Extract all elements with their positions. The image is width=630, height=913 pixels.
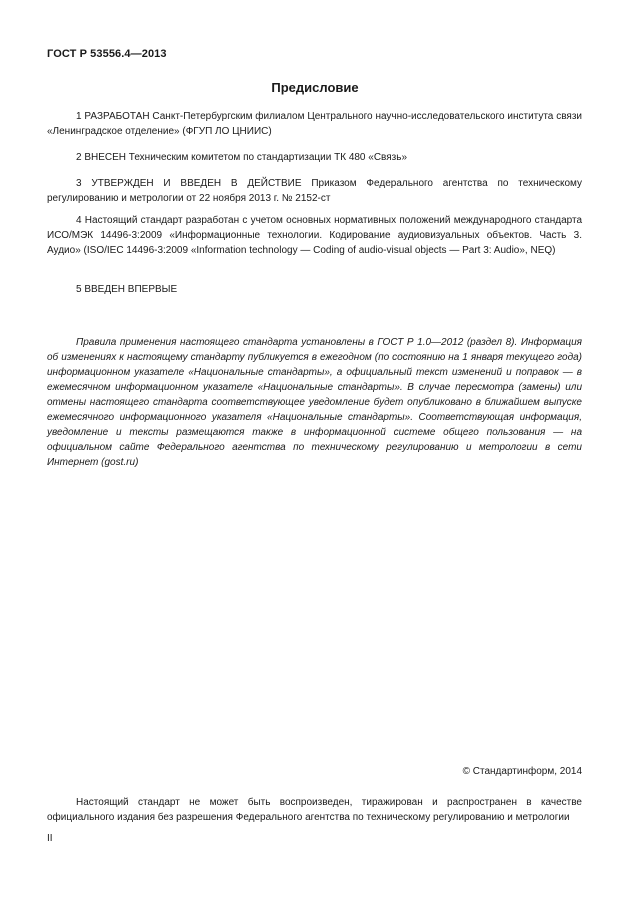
- page-title: Предисловие: [271, 80, 359, 95]
- standard-code-header: ГОСТ Р 53556.4—2013: [47, 48, 167, 60]
- copyright-line: © Стандартинформ, 2014: [462, 766, 582, 777]
- preface-item-basis: 4 Настоящий стандарт разработан с учетом основных нормативных положений международного стандарта ИСО/МЭК 14496-3:2009 «Информационные технологии. Кодирование аудиовизуальных объектов. Часть 3. Аудио» (ISO/IEC 14496-3:2009 «Information technology — Coding of audio-visual objects — Part 3: Audio», NEQ): [47, 215, 582, 256]
- preface-item-approved: 3 УТВЕРЖДЕН И ВВЕДЕН В ДЕЙСТВИЕ Приказом Федерального агентства по техническому регулированию и метрологии от 22 ноября 2013 г. № 2152-ст: [47, 178, 582, 204]
- preface-item-developed: 1 РАЗРАБОТАН Санкт-Петербургским филиалом Центрального научно-исследовательского института связи «Ленинградское отделение» (ФГУП ЛО ЦНИИС): [47, 111, 582, 137]
- preface-item-introduced: 5 ВВЕДЕН ВПЕРВЫЕ: [76, 284, 178, 295]
- page-number: II: [47, 833, 53, 844]
- reproduction-legal-notice: Настоящий стандарт не может быть воспроизведен, тиражирован и распространен в качестве официального издания без разрешения Федерального агентства по техническому регулированию и метрологии: [47, 797, 582, 823]
- preface-item-submitted: 2 ВНЕСЕН Техническим комитетом по стандартизации ТК 480 «Связь»: [76, 152, 408, 163]
- application-rules-notice: Правила применения настоящего стандарта установлены в ГОСТ Р 1.0—2012 (раздел 8). Информация об изменениях к настоящему стандарту публикуется в ежегодном (по состоянию на 1 января текущего года) информационном указателе «Национальные стандарты», а официальный текст изменений и поправок — в ежемесячном информационном указателе «Национальные стандарты». В случае пересмотра (замены) или отмены настоящего стандарта соответствующее уведомление будет опубликовано в ближайшем выпуске ежемесячного информационного указателя «Национальные стандарты». Соответствующая информация, уведомление и тексты размещаются также в информационной системе общего пользования — на официальном сайте Федерального агентства по техническому регулированию и метрологии в сети Интернет (gost.ru): [47, 337, 582, 468]
